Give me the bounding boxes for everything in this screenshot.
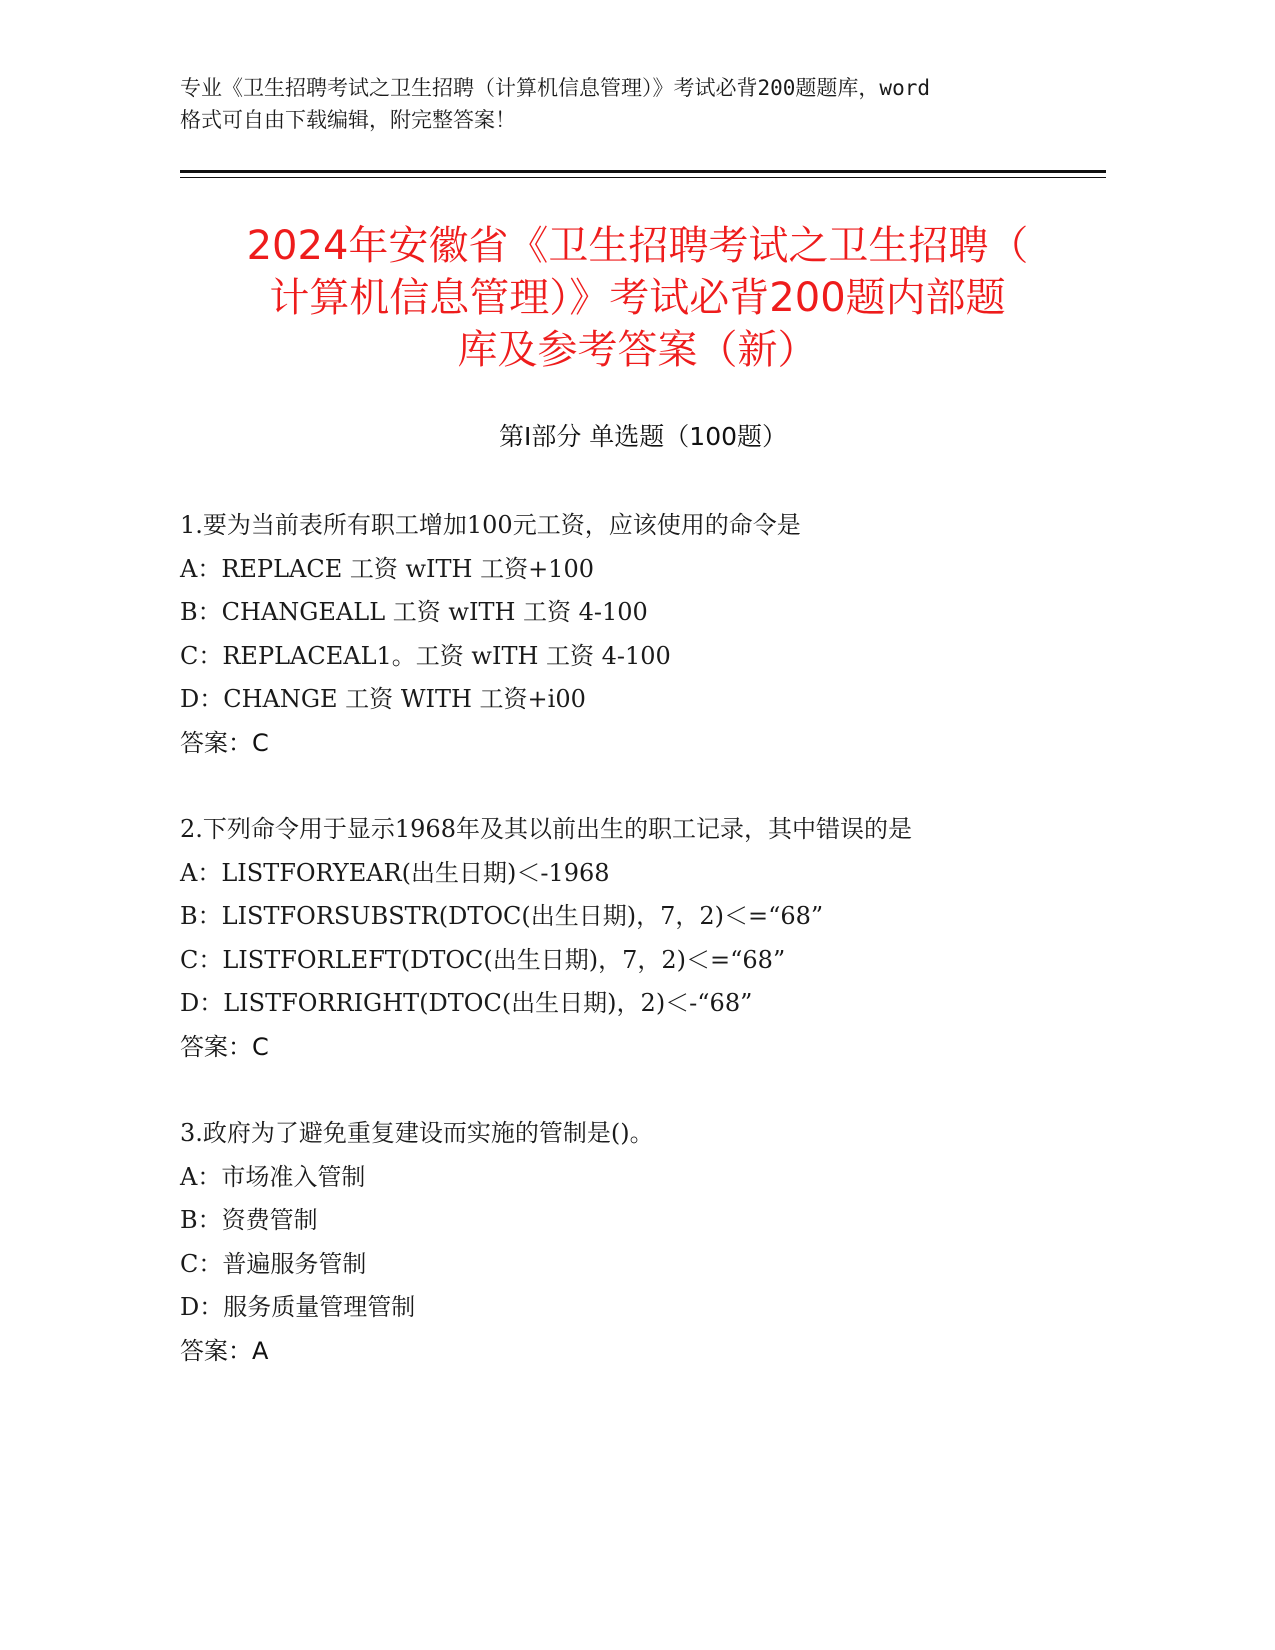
- option-c: C：REPLACEAL1。工资 wITH 工资 4-100: [180, 641, 671, 670]
- option-b: B：CHANGEALL 工资 wITH 工资 4-100: [180, 598, 648, 626]
- question-stem: 1.要为当前表所有职工增加100元工资，应该使用的命令是: [180, 511, 801, 539]
- answer-line: 答案：C: [180, 1032, 269, 1061]
- title-line: 库及参考答案（新）: [457, 327, 818, 373]
- option-a: A：市场准入管制: [180, 1162, 366, 1191]
- answer-line: 答案：C: [180, 728, 269, 757]
- header-rule-thick: [180, 170, 1106, 173]
- header-note-line: 专业《卫生招聘考试之卫生招聘（计算机信息管理）》考试必背200题题库，word: [180, 76, 930, 100]
- document-title: [150, 220, 1125, 376]
- option-c: C：普遍服务管制: [180, 1249, 367, 1278]
- option-b: B：资费管制: [180, 1206, 318, 1234]
- title-line: 计算机信息管理）》考试必背200题内部题: [269, 275, 1006, 321]
- option-a: A：LISTFORYEAR(出生日期)＜-1968: [180, 858, 610, 887]
- header-note: [180, 72, 1060, 136]
- question-item: [180, 1112, 1106, 1373]
- question-stem: 2.下列命令用于显示1968年及其以前出生的职工记录，其中错误的是: [180, 815, 912, 843]
- section-title: 第Ⅰ部分 单选题（100题）: [498, 422, 788, 451]
- option-d: D：CHANGE 工资 WITH 工资+i00: [180, 685, 586, 713]
- option-d: D：服务质量管理管制: [180, 1293, 416, 1321]
- option-b: B：LISTFORSUBSTR(DTOC(出生日期)，7，2)＜=“68”: [180, 902, 824, 930]
- question-item: [180, 504, 1106, 765]
- answer-line: 答案：A: [180, 1336, 269, 1365]
- title-line: 2024年安徽省《卫生招聘考试之卫生招聘（: [246, 223, 1029, 269]
- question-stem: 3.政府为了避免重复建设而实施的管制是()。: [180, 1119, 654, 1147]
- header-rule-thin: [180, 177, 1106, 178]
- option-d: D：LISTFORRIGHT(DTOC(出生日期)，2)＜-“68”: [180, 989, 753, 1017]
- question-list: [180, 504, 1106, 1416]
- header-note-line: 格式可自由下载编辑，附完整答案！: [180, 108, 516, 132]
- option-a: A：REPLACE 工资 wITH 工资+100: [180, 554, 594, 583]
- option-c: C：LISTFORLEFT(DTOC(出生日期)，7，2)＜=“68”: [180, 945, 786, 974]
- question-item: [180, 808, 1106, 1069]
